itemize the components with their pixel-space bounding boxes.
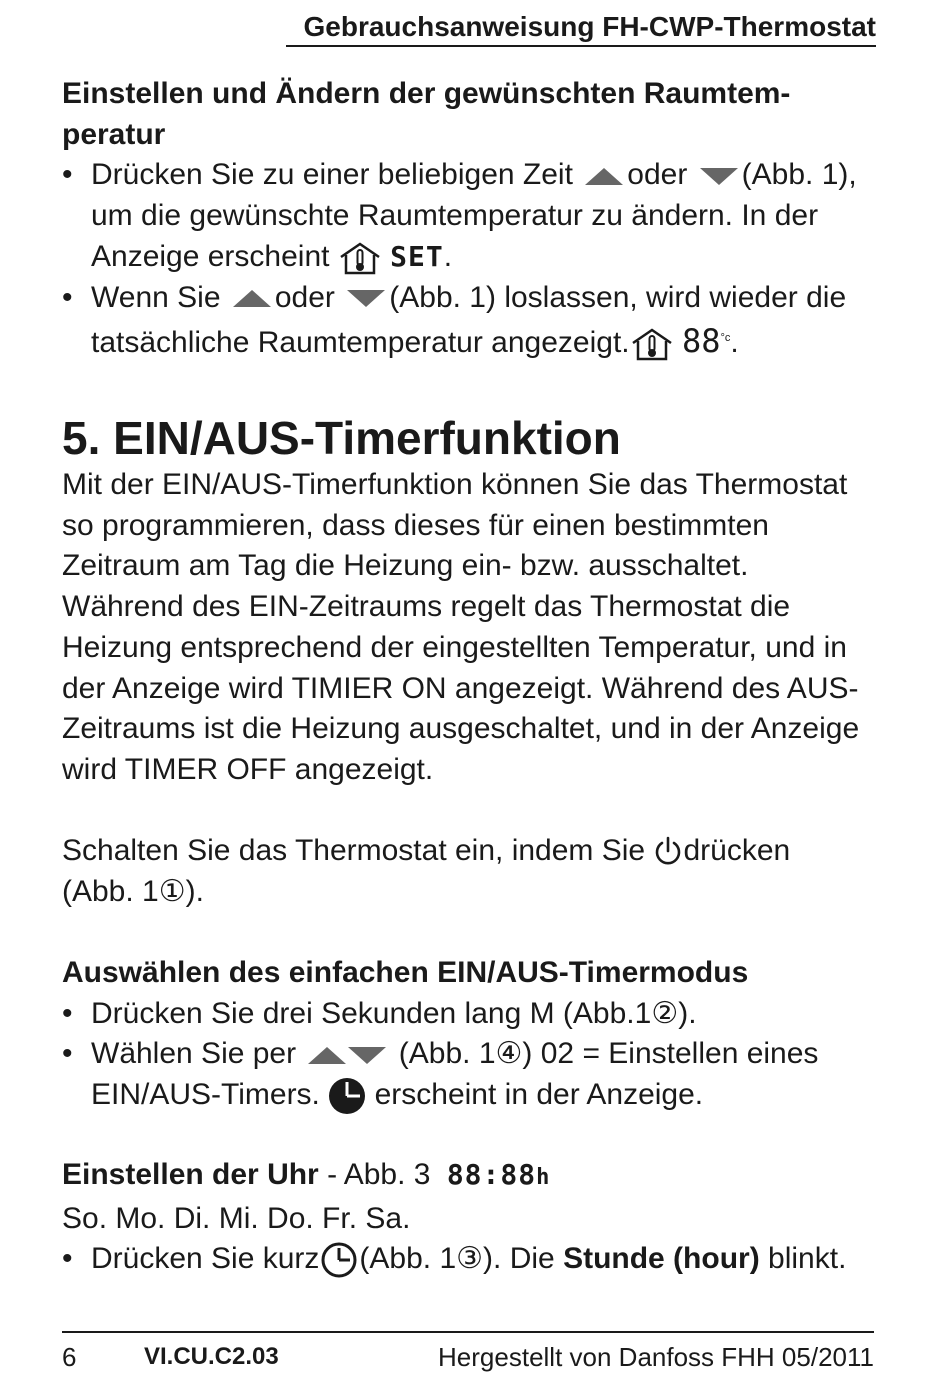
page-footer — [62, 1340, 874, 1374]
house-thermometer-icon — [338, 241, 382, 275]
section-heading: Einstellen der Uhr - Abb. 3 88:88h — [62, 1158, 551, 1191]
bullet-list — [62, 155, 874, 364]
document-code: VI.CU.C2.03 — [144, 1343, 279, 1370]
house-thermometer-icon — [630, 327, 674, 361]
section-simple-mode — [62, 953, 874, 1116]
set-indicator: SET — [390, 239, 444, 273]
arrow-down-icon — [347, 290, 385, 307]
section-heading: Auswählen des einfachen EIN/AUS-Timermodus — [62, 956, 749, 989]
section-clock — [62, 1155, 874, 1280]
list-item: • Wenn Sie oder (Abb. 1) loslassen, wird wieder die tatsächliche Raumtemperatur angezeigt. $88^{^\circ c}$. — [62, 278, 874, 364]
list-item: • Drücken Sie zu einer beliebigen Zeit oder (Abb. 1), um die gewünschte Raumtemperatur zu ändern. In der Anzeige erscheint SET. — [62, 155, 874, 277]
list-item: • Drücken Sie drei Sekunden lang M (Abb.1②). — [62, 994, 874, 1035]
manufacturer-note: Hergestellt von Danfoss FHH 05/2011 — [438, 1342, 874, 1372]
footer-rule — [62, 1331, 874, 1333]
page-number: 6 — [62, 1342, 77, 1372]
clock-outline-icon — [319, 1241, 359, 1279]
timer-description — [62, 465, 874, 791]
paragraph: Mit der EIN/AUS-Timerfunktion können Sie das Thermostat so programmieren, dass dieses für einen bestimmten Zeitraum am Tag die Heizung ein- bzw. ausschaltet. Während des EIN-Zeitraums regelt das Thermostat die Heizung entsprechend der eingestellten Temperatur, und in der Anzeige wird TIMIER ON angezeigt. Während des AUS-Zeitraums ist die Heizung ausgeschaltet, und in der Anzeige wird TIMER OFF angezeigt. — [62, 468, 860, 786]
weekday-list: So. Mo. Di. Mi. Do. Fr. Sa. — [62, 1201, 411, 1235]
bullet-list — [62, 1239, 874, 1280]
clock-filled-icon — [328, 1077, 366, 1115]
list-item: • Drücken Sie kurz (Abb. 1③). Die Stunde (hour) blinkt. — [62, 1239, 874, 1280]
arrow-up-icon — [233, 290, 271, 307]
arrow-down-icon — [700, 168, 738, 185]
header-rule — [286, 45, 876, 47]
lcd-temperature: 88 — [681, 322, 721, 361]
section-set-temperature — [62, 74, 874, 364]
list-item: • Wählen Sie per (Abb. 1④) 02 = Einstellen eines EIN/AUS-Timers. erscheint in der Anzeige. — [62, 1034, 874, 1115]
power-icon — [653, 836, 683, 868]
lcd-clock: 88:88 — [446, 1158, 537, 1191]
arrow-up-icon — [585, 168, 623, 185]
section-title: 5. EIN/AUS-Timerfunktion — [62, 412, 621, 464]
document-header: Gebrauchsanweisung FH-CWP-Thermostat — [303, 11, 876, 42]
arrow-down-icon — [348, 1047, 386, 1064]
section-heading: Einstellen und Ändern der gewünschten Raumtem- peratur — [62, 77, 791, 151]
arrow-up-icon — [308, 1047, 346, 1064]
bullet-list — [62, 994, 874, 1116]
power-on-instruction: Schalten Sie das Thermostat ein, indem Sie drücken (Abb. 1①). — [62, 834, 791, 908]
hour-unit: h — [536, 1165, 551, 1190]
celsius-unit: °c — [720, 332, 731, 345]
section-timer — [62, 410, 874, 466]
